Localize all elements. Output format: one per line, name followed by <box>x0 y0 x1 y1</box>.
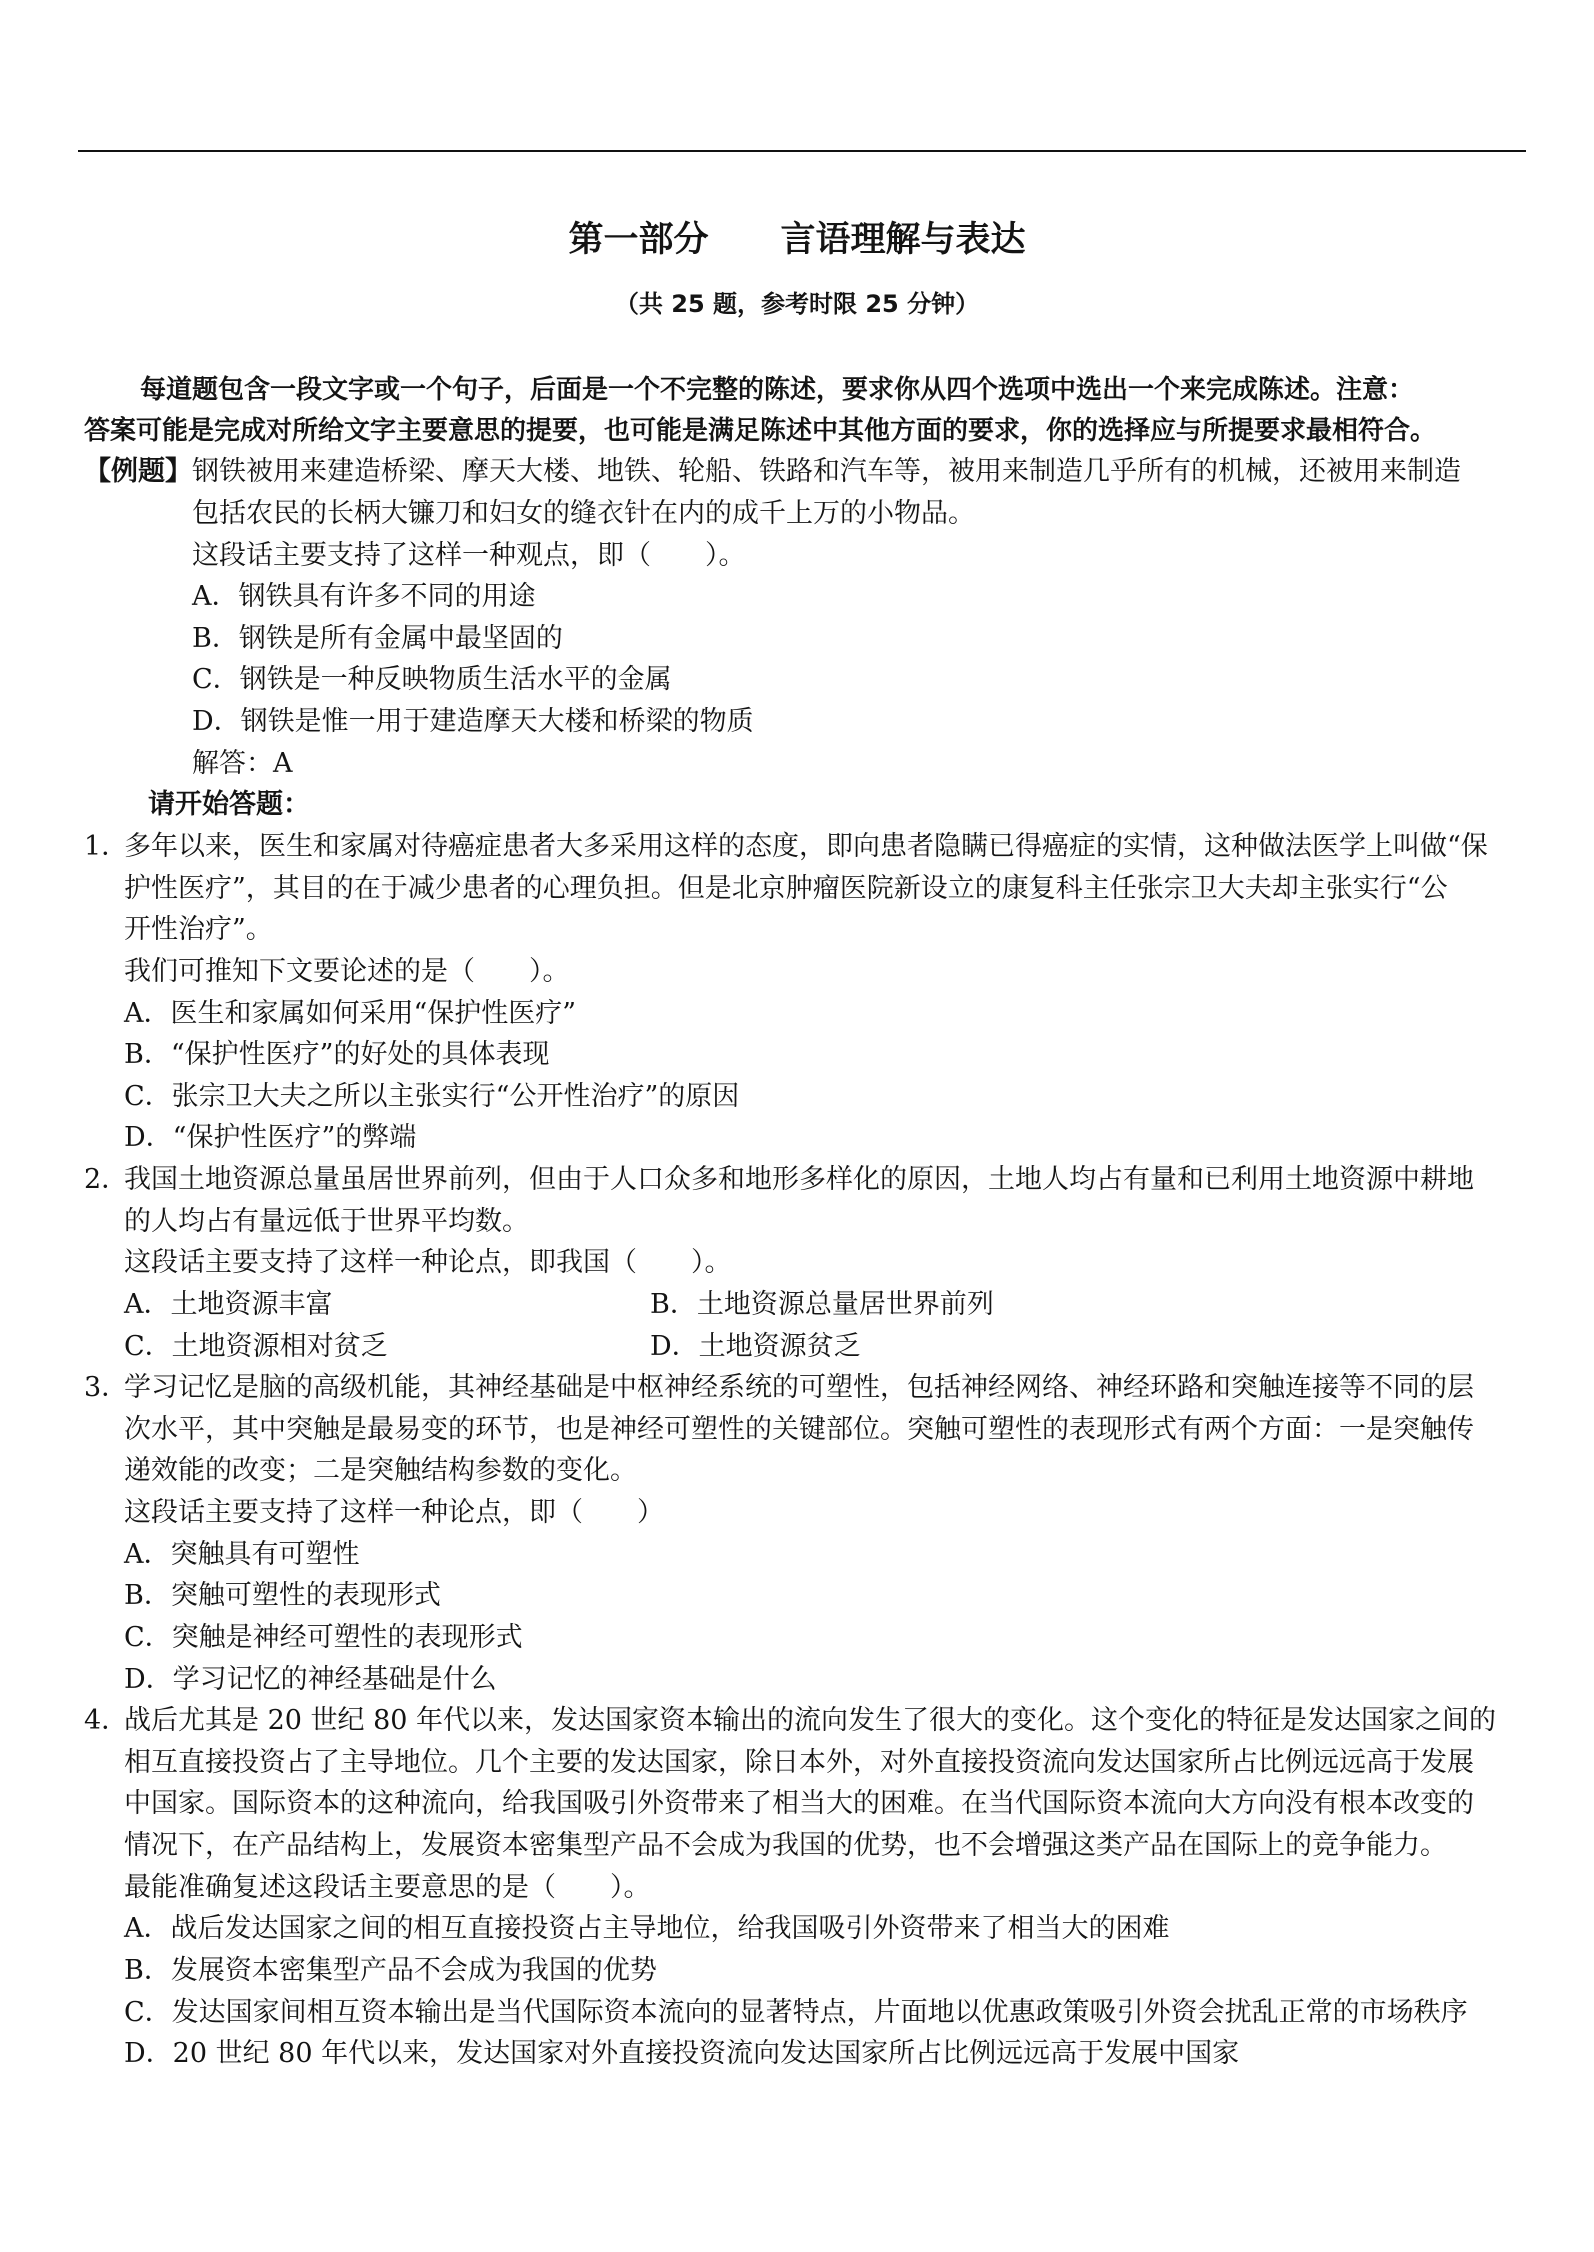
question-number: 1． <box>84 831 129 862</box>
answer-option: B．土地资源总量居世界前列 <box>650 1289 994 1320</box>
example-option: C．钢铁是一种反映物质生活水平的金属 <box>192 664 672 695</box>
answer-option: B．“保护性医疗”的好处的具体表现 <box>124 1039 550 1070</box>
question-passage-line: 我国土地资源总量虽居世界前列，但由于人口众多和地形多样化的原因，土地人均占有量和已利用土地资源中耕地 <box>124 1164 1474 1195</box>
question-passage-line: 的人均占有量远低于世界平均数。 <box>124 1206 529 1237</box>
question-number: 2． <box>84 1164 129 1195</box>
question-passage-line: 情况下，在产品结构上，发展资本密集型产品不会成为我国的优势，也不会增强这类产品在国际上的竞争能力。 <box>124 1830 1447 1861</box>
question-stem: 这段话主要支持了这样一种论点，即（ ） <box>124 1497 664 1528</box>
example-option: D．钢铁是惟一用于建造摩天大楼和桥梁的物质 <box>192 706 754 737</box>
example-label: 【例题】 <box>84 456 192 487</box>
question-stem: 我们可推知下文要论述的是（ ）。 <box>124 956 570 987</box>
question-number: 4． <box>84 1705 129 1736</box>
header-rule <box>78 150 1526 152</box>
question-passage-line: 多年以来，医生和家属对待癌症患者大多采用这样的态度，即向患者隐瞒已得癌症的实情，这种做法医学上叫做“保 <box>124 831 1488 862</box>
example-option: B．钢铁是所有金属中最坚固的 <box>192 623 563 654</box>
question-stem: 这段话主要支持了这样一种论点，即我国（ ）。 <box>124 1247 732 1278</box>
answer-option: A．战后发达国家之间的相互直接投资占主导地位，给我国吸引外资带来了相当大的困难 <box>124 1913 1170 1944</box>
answer-option: B．突触可塑性的表现形式 <box>124 1580 441 1611</box>
answer-option: B．发展资本密集型产品不会成为我国的优势 <box>124 1955 657 1986</box>
example-option: A．钢铁具有许多不同的用途 <box>192 581 536 612</box>
answer-option: C．突触是神经可塑性的表现形式 <box>124 1622 523 1653</box>
answer-option: A．突触具有可塑性 <box>124 1539 360 1570</box>
question-stem: 最能准确复述这段话主要意思的是（ ）。 <box>124 1872 651 1903</box>
example-passage-line: 包括农民的长柄大镰刀和妇女的缝衣针在内的成千上万的小物品。 <box>192 498 975 529</box>
answer-option: A．土地资源丰富 <box>124 1289 333 1320</box>
example-question: 这段话主要支持了这样一种观点，即（ ）。 <box>192 540 746 571</box>
question-passage-line: 递效能的改变；二是突触结构参数的变化。 <box>124 1455 637 1486</box>
answer-option: D．“保护性医疗”的弊端 <box>124 1122 417 1153</box>
answer-option: C．张宗卫大夫之所以主张实行“公开性治疗”的原因 <box>124 1081 740 1112</box>
start-prompt: 请开始答题： <box>148 789 310 820</box>
answer-option: C．发达国家间相互资本输出是当代国际资本流向的显著特点，片面地以优惠政策吸引外资会扰乱正常的市场秩序 <box>124 1997 1468 2028</box>
question-passage-line: 护性医疗”，其目的在于减少患者的心理负担。但是北京肿瘤医院新设立的康复科主任张宗卫大夫却主张实行“公 <box>124 873 1448 904</box>
answer-option: D．土地资源贫乏 <box>650 1331 861 1362</box>
instructions-line: 答案可能是完成对所给文字主要意思的提要，也可能是满足陈述中其他方面的要求，你的选择应与所提要求最相符合。 <box>84 416 1437 446</box>
example-line <box>84 455 1461 489</box>
question-passage-line: 相互直接投资占了主导地位。几个主要的发达国家，除日本外，对外直接投资流向发达国家所占比例远远高于发展 <box>124 1747 1474 1778</box>
example-passage-line: 钢铁被用来建造桥梁、摩天大楼、地铁、轮船、铁路和汽车等，被用来制造几乎所有的机械，还被用来制造 <box>192 456 1461 487</box>
answer-option: C．土地资源相对贫乏 <box>124 1331 388 1362</box>
question-passage-line: 学习记忆是脑的高级机能，其神经基础是中枢神经系统的可塑性，包括神经网络、神经环路和突触连接等不同的层 <box>124 1372 1474 1403</box>
question-passage-line: 中国家。国际资本的这种流向，给我国吸引外资带来了相当大的困难。在当代国际资本流向大方向没有根本改变的 <box>124 1788 1474 1819</box>
answer-option: D．20 世纪 80 年代以来，发达国家对外直接投资流向发达国家所占比例远远高于发展中国家 <box>124 2038 1240 2069</box>
example-answer: 解答：A <box>192 748 293 779</box>
instructions-line: 每道题包含一段文字或一个句子，后面是一个不完整的陈述，要求你从四个选项中选出一个来完成陈述。注意： <box>140 375 1415 405</box>
question-passage-line: 战后尤其是 20 世纪 80 年代以来，发达国家资本输出的流向发生了很大的变化。这个变化的特征是发达国家之间的 <box>124 1705 1497 1736</box>
section-subtitle: （共 25 题，参考时限 25 分钟） <box>614 290 980 318</box>
part-label: 第一部分 <box>568 220 709 260</box>
question-number: 3． <box>84 1372 129 1403</box>
answer-option: D．学习记忆的神经基础是什么 <box>124 1664 497 1695</box>
question-passage-line: 次水平，其中突触是最易变的环节，也是神经可塑性的关键部位。突触可塑性的表现形式有两个方面：一是突触传 <box>124 1414 1474 1445</box>
answer-option: A．医生和家属如何采用“保护性医疗” <box>124 998 577 1029</box>
section-name: 言语理解与表达 <box>780 220 1026 260</box>
question-passage-line: 开性治疗”。 <box>124 914 273 945</box>
section-title <box>0 218 1594 262</box>
